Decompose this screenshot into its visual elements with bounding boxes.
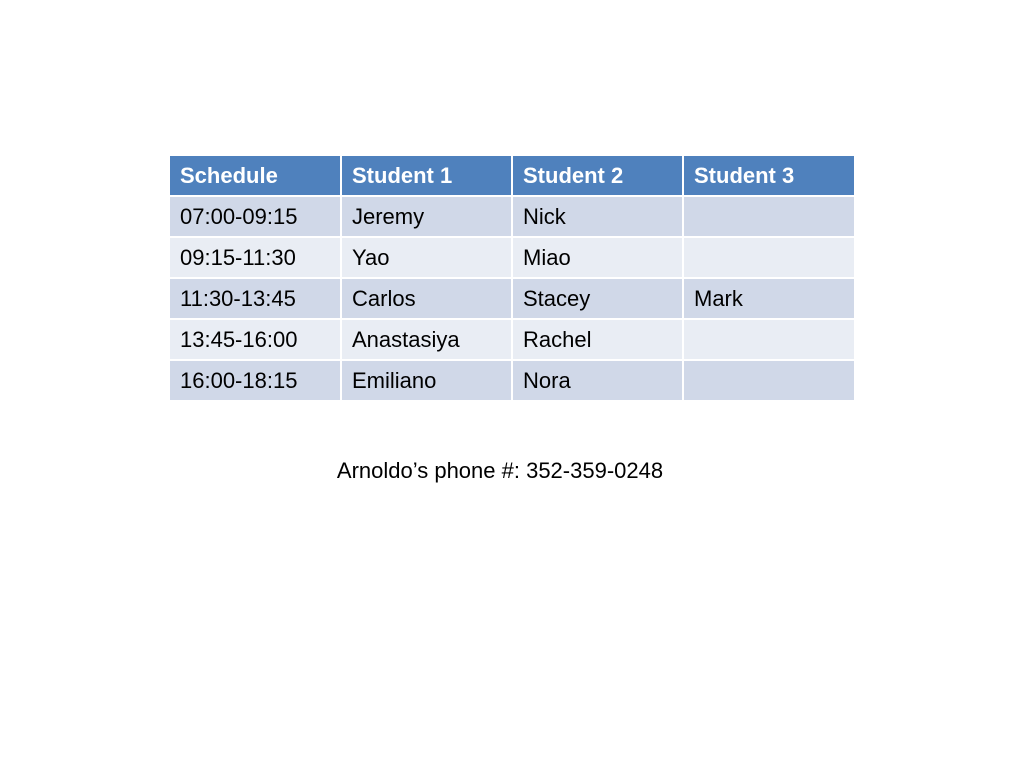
student-3-cell — [683, 237, 854, 278]
student-2-cell: Rachel — [512, 319, 683, 360]
student-1-cell: Yao — [341, 237, 512, 278]
header-schedule: Schedule — [170, 156, 341, 196]
table-row — [170, 196, 854, 237]
table-row — [170, 237, 854, 278]
table-header-row — [170, 156, 854, 196]
student-1-cell: Anastasiya — [341, 319, 512, 360]
student-3-cell — [683, 319, 854, 360]
table-row — [170, 278, 854, 319]
time-slot-cell: 16:00-18:15 — [170, 360, 341, 400]
student-2-cell: Nick — [512, 196, 683, 237]
header-student-1: Student 1 — [341, 156, 512, 196]
phone-note: Arnoldo’s phone #: 352-359-0248 — [336, 458, 664, 483]
student-3-cell: Mark — [683, 278, 854, 319]
table-row — [170, 319, 854, 360]
header-student-2: Student 2 — [512, 156, 683, 196]
student-1-cell: Jeremy — [341, 196, 512, 237]
table-row — [170, 360, 854, 400]
header-student-3: Student 3 — [683, 156, 854, 196]
student-3-cell — [683, 196, 854, 237]
time-slot-cell: 13:45-16:00 — [170, 319, 341, 360]
student-1-cell: Carlos — [341, 278, 512, 319]
student-2-cell: Miao — [512, 237, 683, 278]
student-2-cell: Stacey — [512, 278, 683, 319]
time-slot-cell: 11:30-13:45 — [170, 278, 341, 319]
time-slot-cell: 09:15-11:30 — [170, 237, 341, 278]
time-slot-cell: 07:00-09:15 — [170, 196, 341, 237]
student-2-cell: Nora — [512, 360, 683, 400]
student-3-cell — [683, 360, 854, 400]
student-1-cell: Emiliano — [341, 360, 512, 400]
schedule-table — [170, 156, 854, 400]
